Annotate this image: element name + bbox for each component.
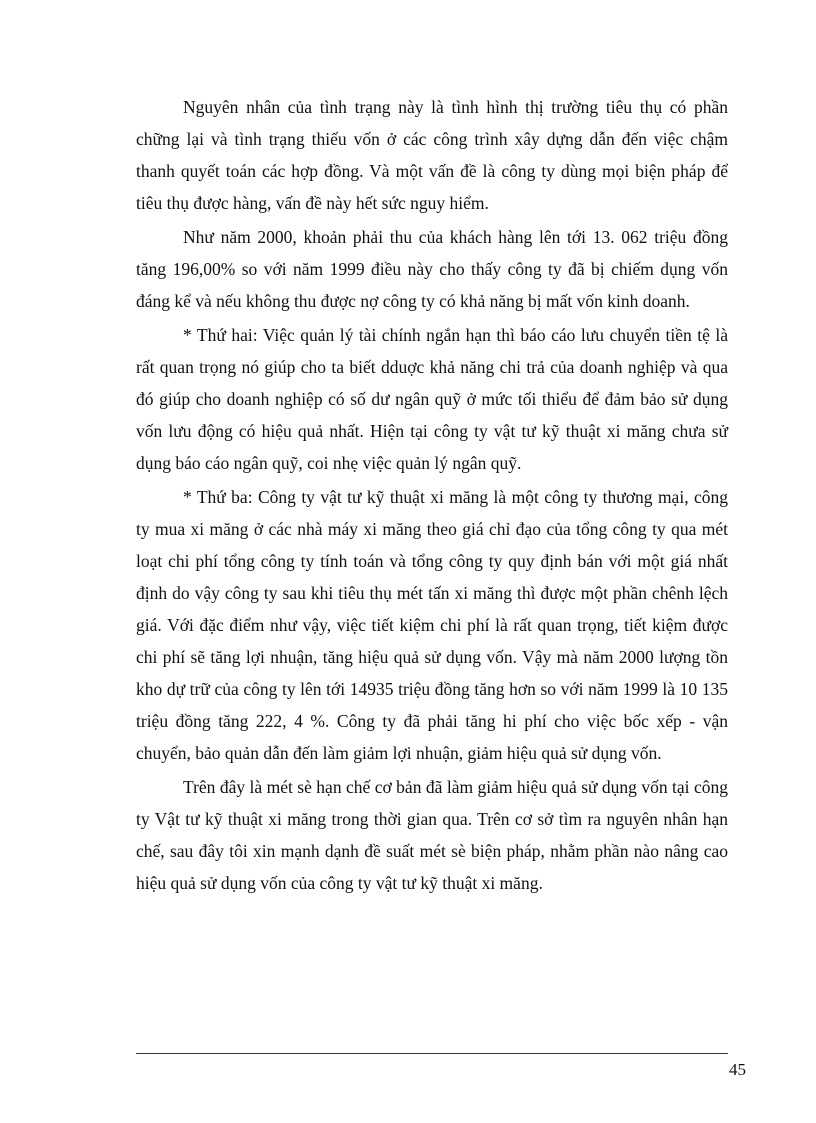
paragraph-second-point: * Thứ hai: Việc quản lý tài chính ngắn hạn thì báo cáo lưu chuyển tiền tệ là rất quan trọng nó giúp cho ta biết dduợc khả năng chi trả của doanh nghiệp và qua đó giúp cho doanh nghiệp có số dư ngân quỹ ở mức tối thiểu để đảm bảo sử dụng vốn lưu động có hiệu quả nhất. Hiện tại công ty vật tư kỹ thuật xi măng chưa sử dụng báo cáo ngân quỹ, coi nhẹ việc quản lý ngân quỹ. (136, 325, 728, 473)
page-number: 45 (729, 1060, 746, 1079)
paragraph-cause: Nguyên nhân của tình trạng này là tình hình thị trường tiêu thụ có phần chững lại và tình trạng thiếu vốn ở các công trình xây dựng dẫn đến việc chậm thanh quyết toán các hợp đồng. Và một vấn đề là công ty dùng mọi biện pháp để tiêu thụ được hàng, vấn đề này hết sức nguy hiểm. (136, 97, 728, 213)
body-text (136, 91, 728, 901)
paragraph-conclusion: Trên đây là mét sè hạn chế cơ bản đã làm giảm hiệu quả sử dụng vốn tại công ty Vật tư kỹ thuật xi măng trong thời gian qua. Trên cơ sở tìm ra nguyên nhân hạn chế, sau đây tôi xin mạnh dạnh đề suất mét sè biện pháp, nhằm phần nào nâng cao hiệu quả sử dụng vốn của công ty vật tư kỹ thuật xi măng. (136, 777, 728, 893)
paragraph-third-point: * Thứ ba: Công ty vật tư kỹ thuật xi măng là một công ty thương mại, công ty mua xi măng ở các nhà máy xi măng theo giá chỉ đạo của tổng công ty qua mét loạt chi phí tổng công ty tính toán và tổng công ty quy định bán với một giá nhất định do vậy công ty sau khi tiêu thụ mét tấn xi măng thì được một phần chênh lệch giá. Với đặc điểm như vậy, việc tiết kiệm chi phí là rất quan trọng, tiết kiệm được chi phí sẽ tăng lợi nhuận, tăng hiệu quả sử dụng vốn. Vậy mà năm 2000 lượng tồn kho dự trữ của công ty lên tới 14935 triệu đồng tăng hơn so với năm 1999 là 10 135 triệu đồng tăng 222, 4 %. Công ty đã phải tăng hi phí cho việc bốc xếp - vận chuyển, bảo quản dẫn đến làm giảm lợi nhuận, giảm hiệu quả sử dụng vốn. (136, 487, 728, 763)
paragraph-receivables: Như năm 2000, khoản phải thu của khách hàng lên tới 13. 062 triệu đồng tăng 196,00% so với năm 1999 điều này cho thấy công ty đã bị chiếm dụng vốn đáng kể và nếu không thu được nợ công ty có khả năng bị mất vốn kinh doanh. (136, 227, 728, 311)
footer-divider (136, 1053, 728, 1054)
